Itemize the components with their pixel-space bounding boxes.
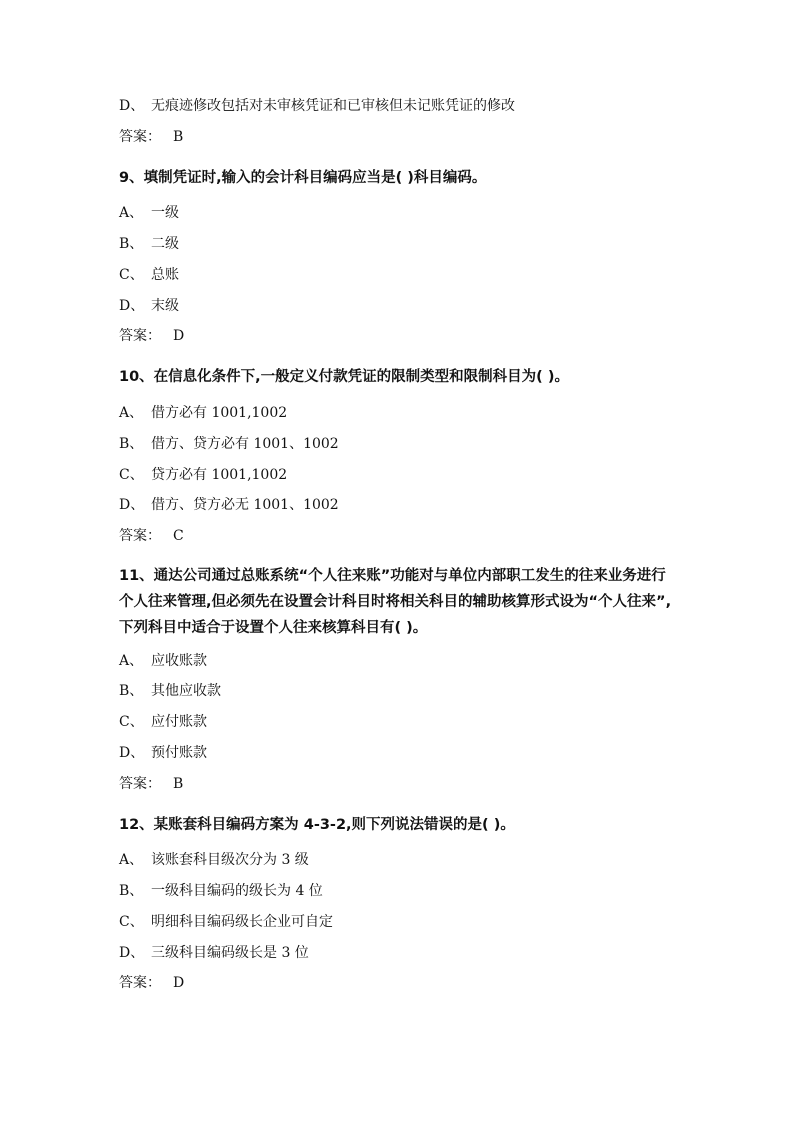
option-c [119,913,333,931]
question-title: 11、通达公司通过总账系统“个人往来账”功能对与单位内部职工发生的往来业务进行个人往来管理,但必须先在设置会计科目时将相关科目的辅助核算形式设为“个人往来”,下列科目中适合于设置个人往来核算科目有( )。 [119,568,672,636]
option-text: 借方必有 1001,1002 [151,405,288,421]
option-text: 贷方必有 1001,1002 [151,467,288,483]
option-a [119,652,207,670]
option-text: 应付账款 [151,714,207,730]
option-text: 应收账款 [151,653,207,669]
option-b [119,682,221,700]
option-letter: C、 [119,267,144,283]
option-d [119,944,309,962]
option-d [119,297,179,315]
option-b [119,435,339,453]
option-text: 借方、贷方必有 1001、1002 [151,436,339,452]
option-text: 其他应收款 [151,683,221,699]
answer-label: 答案： [119,328,161,344]
option-text: 二级 [151,236,179,252]
option-letter: D、 [119,945,145,961]
option-letter: A、 [119,205,144,221]
answer-line [119,974,184,992]
option-letter: A、 [119,852,144,868]
answer-value: B [173,776,184,792]
answer-label: 答案： [119,776,161,792]
option-text: 总账 [151,267,179,283]
option-letter: B、 [119,883,144,899]
option-d [119,496,339,514]
answer-label: 答案： [119,129,161,145]
answer-line [119,128,183,146]
question-title: 10、在信息化条件下,一般定义付款凭证的限制类型和限制科目为( )。 [119,369,569,385]
option-d [119,97,515,115]
answer-line [119,775,183,793]
answer-line [119,527,184,545]
option-c [119,466,287,484]
option-letter: D、 [119,497,145,513]
option-letter: D、 [119,298,145,314]
option-text: 预付账款 [151,745,207,761]
answer-line [119,327,184,345]
option-letter: B、 [119,436,144,452]
option-b [119,235,179,253]
option-text: 三级科目编码级长是 3 位 [151,945,309,961]
question-title: 9、填制凭证时,输入的会计科目编码应当是( )科目编码。 [119,170,487,186]
option-d [119,744,207,762]
option-letter: D、 [119,98,145,114]
option-text: 该账套科目级次分为 3 级 [151,852,309,868]
answer-label: 答案： [119,528,161,544]
option-a [119,404,287,422]
option-letter: B、 [119,683,144,699]
option-text: 无痕迹修改包括对未审核凭证和已审核但未记账凭证的修改 [151,98,515,114]
option-letter: B、 [119,236,144,252]
option-c [119,266,179,284]
answer-label: 答案： [119,975,161,991]
question-title: 12、某账套科目编码方案为 4-3-2,则下列说法错误的是( )。 [119,817,515,833]
option-text: 借方、贷方必无 1001、1002 [151,497,339,513]
option-letter: C、 [119,467,144,483]
answer-value: D [173,328,185,344]
option-letter: A、 [119,653,144,669]
option-b [119,882,323,900]
answer-value: D [173,975,185,991]
option-text: 一级 [151,205,179,221]
option-a [119,204,179,222]
option-letter: D、 [119,745,145,761]
option-letter: A、 [119,405,144,421]
option-letter: C、 [119,914,144,930]
option-text: 明细科目编码级长企业可自定 [151,914,333,930]
answer-value: B [173,129,184,145]
option-c [119,713,207,731]
option-a [119,851,309,869]
option-text: 末级 [151,298,179,314]
option-letter: C、 [119,714,144,730]
option-text: 一级科目编码的级长为 4 位 [151,883,323,899]
answer-value: C [173,528,184,544]
